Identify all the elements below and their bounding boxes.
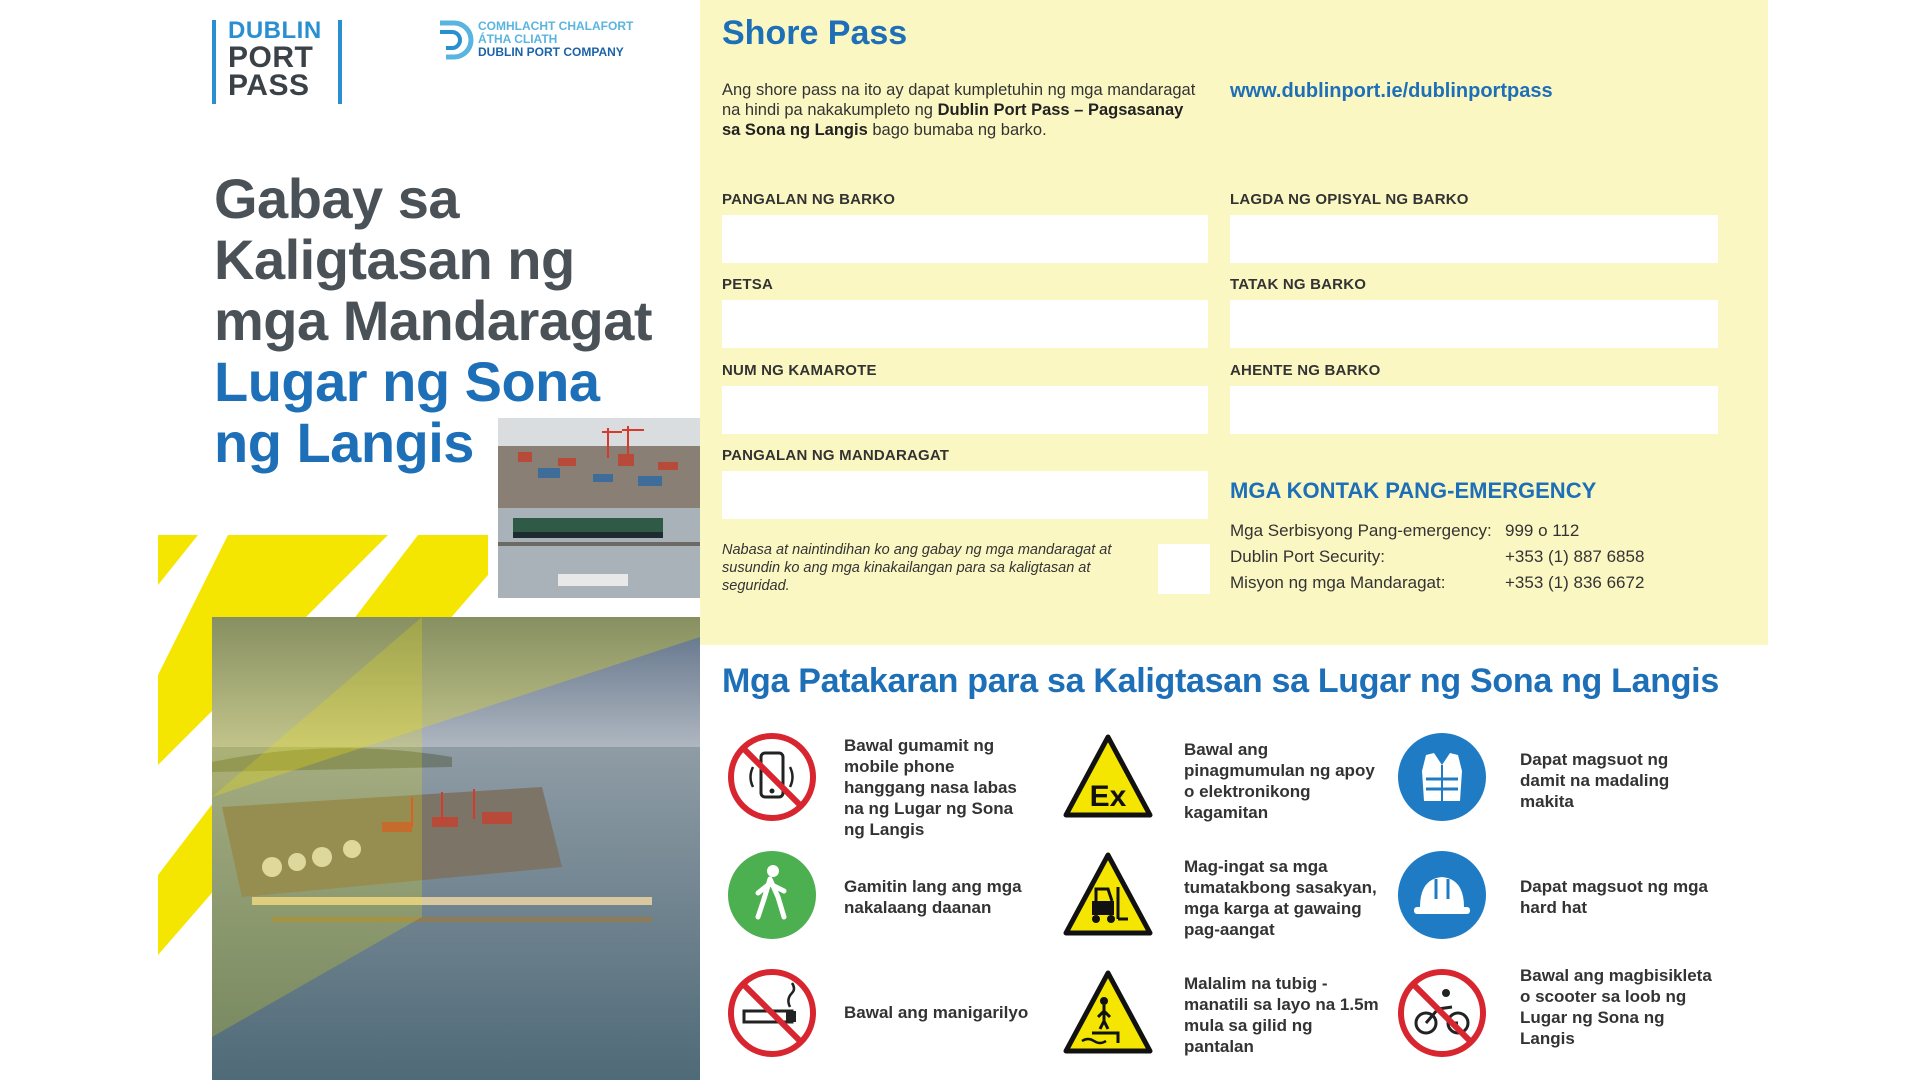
deep-water-warning-icon <box>1062 967 1154 1059</box>
ship-agent-field[interactable] <box>1230 386 1718 434</box>
date-field[interactable] <box>722 300 1208 348</box>
ship-agent-label: AHENTE NG BARKO <box>1230 362 1381 379</box>
dublin-port-company-logo <box>438 20 648 64</box>
ex-explosive-warning-icon <box>1062 731 1154 823</box>
rule-no-smoking: Bawal ang manigarilyo <box>844 1003 1029 1022</box>
port-security-number: +353 (1) 887 6858 <box>1505 547 1645 566</box>
ship-stamp-field[interactable] <box>1230 300 1718 348</box>
oil-zone-aerial-photo <box>212 617 700 1080</box>
officer-signature-label: LAGDA NG OPISYAL NG BARKO <box>1230 191 1469 208</box>
emergency-services-label: Mga Serbisyong Pang-emergency: <box>1230 521 1492 540</box>
no-bicycle-icon <box>1396 967 1488 1059</box>
intro-text-post: bago bumaba ng barko. <box>867 121 1047 139</box>
logo-wordmark <box>228 18 322 100</box>
rule-wear-hard-hats: Dapat magsuot ng mga hard hat <box>1520 877 1708 917</box>
seafarer-name-field[interactable] <box>722 471 1208 519</box>
logo-line-port: PORT <box>228 41 314 74</box>
declaration-text: Nabasa at naintindihan ko ang gabay ng mga mandaragat at susundin ko ang mga kinakailangan para sa kaligtasan at seguridad. <box>722 542 1112 594</box>
container-port-photo <box>498 418 700 598</box>
rule-wear-hi-vis: Dapat magsuot ng damit na madaling makita <box>1520 750 1670 811</box>
logo-line-pass: PASS <box>228 69 310 102</box>
officer-signature-field[interactable] <box>1230 215 1718 263</box>
rule-watch-vehicles: Mag-ingat sa mga tumatakbong sasakyan, mga karga at gawaing pag-aangat <box>1184 857 1377 939</box>
date-label: PETSA <box>722 276 774 293</box>
seafarer-name-label: PANGALAN NG MANDARAGAT <box>722 447 950 464</box>
company-irish-name-1: COMHLACHT CHALAFORT <box>478 19 634 33</box>
vessel-name-field[interactable] <box>722 215 1208 263</box>
title-line-1: Gabay sa <box>214 167 460 230</box>
title-line-2: Kaligtasan ng <box>214 228 575 291</box>
logo-line-dublin: DUBLIN <box>228 17 322 44</box>
emergency-services-number: 999 o 112 <box>1505 521 1580 540</box>
rule-no-cycling: Bawal ang magbisikleta o scooter sa loob ng Lugar ng Sona ng Langis <box>1520 966 1712 1048</box>
safety-rules-title: Mga Patakaran para sa Kaligtasan sa Lugar ng Sona ng Langis <box>722 662 1719 700</box>
rule-no-mobile-phone: Bawal gumamit ng mobile phone hanggang nasa labas na ng Lugar ng Sona ng Langis <box>844 736 1017 839</box>
seafarers-mission-label: Misyon ng mga Mandaragat: <box>1230 573 1446 592</box>
emergency-contacts-title: MGA KONTAK PANG-EMERGENCY <box>1230 478 1597 503</box>
intro-text-pre: Ang shore pass na ito ay dapat kumpletuhin ng mga mandaragat na hindi pa nakakumpleto ng <box>722 81 1196 119</box>
cabin-number-field[interactable] <box>722 386 1208 434</box>
company-english-name: DUBLIN PORT COMPANY <box>478 45 624 59</box>
title-line-4: Lugar ng Sona <box>214 350 600 413</box>
hard-hat-icon <box>1396 849 1488 941</box>
svg-text:Ex: Ex <box>1089 780 1127 813</box>
shore-pass-intro <box>722 80 1202 140</box>
rule-deep-water: Malalim na tubig - manatili sa layo na 1.5m mula sa gilid ng pantalan <box>1184 974 1379 1056</box>
cabin-number-label: NUM NG KAMAROTE <box>722 362 877 379</box>
no-smoking-icon <box>726 967 818 1059</box>
dublin-port-pass-logo <box>212 18 342 104</box>
logo-left-bar <box>212 20 216 104</box>
seafarers-mission-number: +353 (1) 836 6672 <box>1505 573 1645 592</box>
intro-text-bold: Dublin Port Pass – Pagsasanay sa Sona ng Langis <box>722 101 1184 139</box>
ship-stamp-label: TATAK NG BARKO <box>1230 276 1367 293</box>
dublin-port-pass-link[interactable]: www.dublinport.ie/dublinportpass <box>1230 80 1553 102</box>
declaration-checkbox[interactable] <box>1158 544 1210 594</box>
port-security-label: Dublin Port Security: <box>1230 547 1385 566</box>
company-irish-name-2: ÁTHA CLIATH <box>478 32 558 46</box>
dpc-d-mark-icon <box>438 20 474 60</box>
pedestrian-walkway-icon <box>726 849 818 941</box>
hi-vis-vest-icon <box>1396 731 1488 823</box>
forklift-warning-icon <box>1062 849 1154 941</box>
no-mobile-phone-icon <box>726 731 818 823</box>
rule-use-walkways: Gamitin lang ang mga nakalaang daanan <box>844 877 1022 917</box>
title-line-3: mga Mandaragat <box>214 289 652 352</box>
logo-right-bar <box>338 20 342 104</box>
shore-pass-title: Shore Pass <box>722 14 908 52</box>
vessel-name-label: PANGALAN NG BARKO <box>722 191 896 208</box>
rule-no-ignition-sources: Bawal ang pinagmumulan ng apoy o elektronikong kagamitan <box>1184 740 1375 822</box>
title-line-5: ng Langis <box>214 411 474 474</box>
